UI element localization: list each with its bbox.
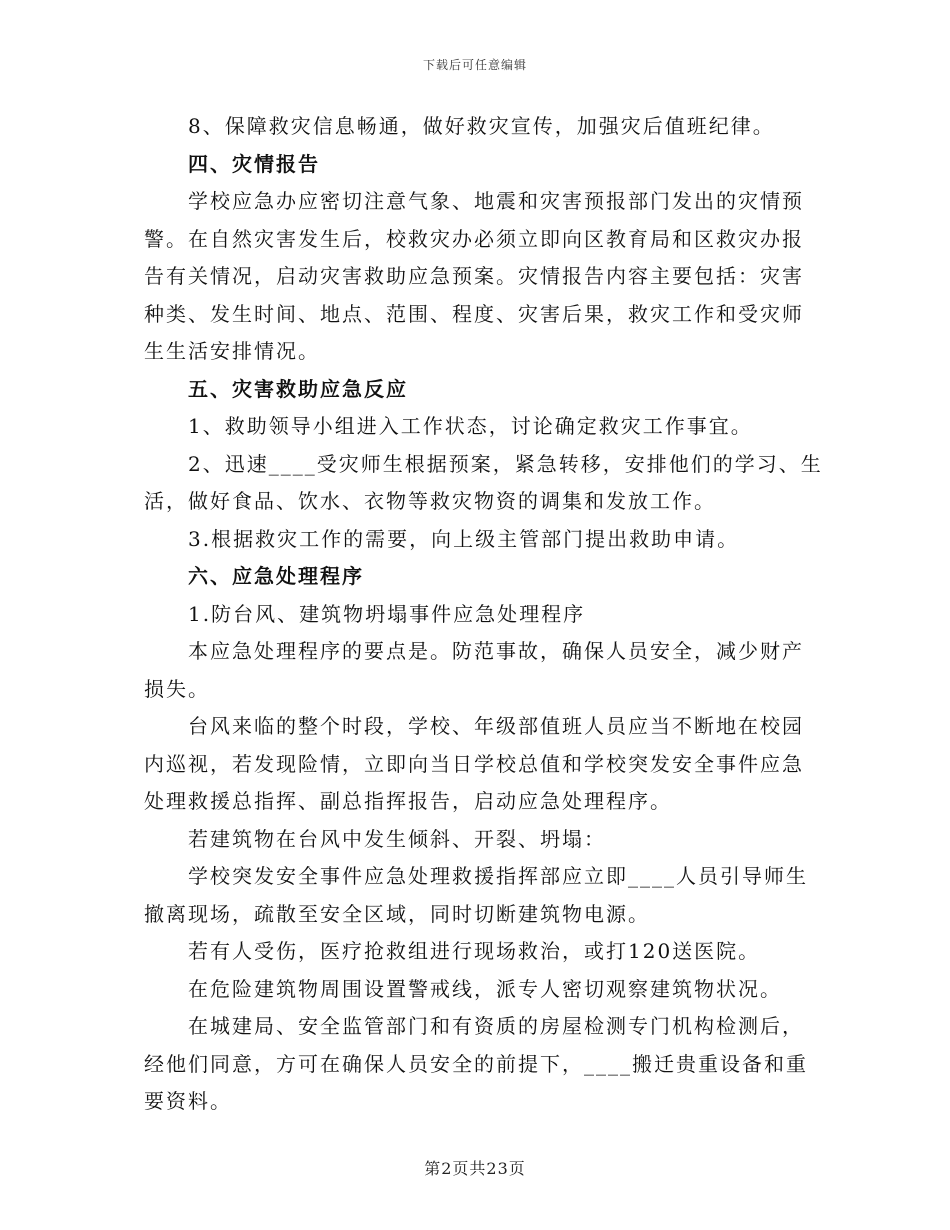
paragraph-line: 8、保障救灾信息畅通，做好救灾宣传，加强灾后值班纪律。 — [188, 114, 775, 138]
document-body — [144, 108, 823, 1121]
paragraph-line: 种类、发生时间、地点、范围、程度、灾害后果，救灾工作和受灾师 — [144, 301, 804, 326]
paragraph-line: 损失。 — [144, 676, 210, 701]
paragraph-line: 3.根据救灾工作的需要，向上级主管部门提出救助申请。 — [188, 526, 740, 551]
section-heading: 六、应急处理程序 — [188, 564, 364, 588]
paragraph-line: 经他们同意，方可在确保人员安全的前提下，____搬迁贵重设备和重 — [144, 1051, 808, 1076]
paragraph-line: 要资料。 — [144, 1089, 232, 1113]
page-header: 下载后可任意编辑 — [422, 58, 527, 72]
paragraph-line: 1.防台风、建筑物坍塌事件应急处理程序 — [188, 601, 586, 626]
paragraph-line: 告有关情况，启动灾害救助应急预案。灾情报告内容主要包括：灾害 — [144, 264, 804, 288]
paragraph-line: 若有人受伤，医疗抢救组进行现场救治，或打120送医院。 — [188, 939, 761, 963]
paragraph-line: 撤离现场，疏散至安全区域，同时切断建筑物电源。 — [144, 901, 650, 926]
paragraph-line: 本应急处理程序的要点是。防范事故，确保人员安全，减少财产 — [188, 639, 804, 663]
section-heading: 四、灾情报告 — [188, 151, 320, 176]
paragraph-line: 处理救援总指挥、副总指挥报告，启动应急处理程序。 — [144, 789, 672, 813]
paragraph-line: 在危险建筑物周围设置警戒线，派专人密切观察建筑物状况。 — [188, 976, 782, 1001]
paragraph-line: 若建筑物在台风中发生倾斜、开裂、坍塌： — [188, 826, 606, 851]
paragraph-line: 警。在自然灾害发生后，校救灾办必须立即向区教育局和区救灾办报 — [144, 226, 804, 251]
page-number: 第2页共23页 — [424, 1159, 526, 1178]
paragraph-line: 内巡视，若发现险情，立即向当日学校总值和学校突发安全事件应急 — [144, 751, 804, 776]
paragraph-line: 生生活安排情况。 — [144, 339, 320, 363]
paragraph-line: 学校应急办应密切注意气象、地震和灾害预报部门发出的灾情预 — [188, 189, 804, 213]
paragraph-line: 1、救助领导小组进入工作状态，讨论确定救灾工作事宜。 — [188, 414, 753, 438]
paragraph-line: 活，做好食品、饮水、衣物等救灾物资的调集和发放工作。 — [144, 489, 716, 513]
paragraph-line: 2、迅速____受灾师生根据预案，紧急转移，安排他们的学习、生 — [188, 451, 823, 476]
section-heading: 五、灾害救助应急反应 — [188, 376, 408, 401]
paragraph-line: 在城建局、安全监管部门和有资质的房屋检测专门机构检测后， — [188, 1014, 804, 1038]
paragraph-line: 台风来临的整个时段，学校、年级部值班人员应当不断地在校园 — [188, 714, 804, 738]
paragraph-line: 学校突发安全事件应急处理救援指挥部应立即____人员引导师生 — [188, 864, 808, 888]
